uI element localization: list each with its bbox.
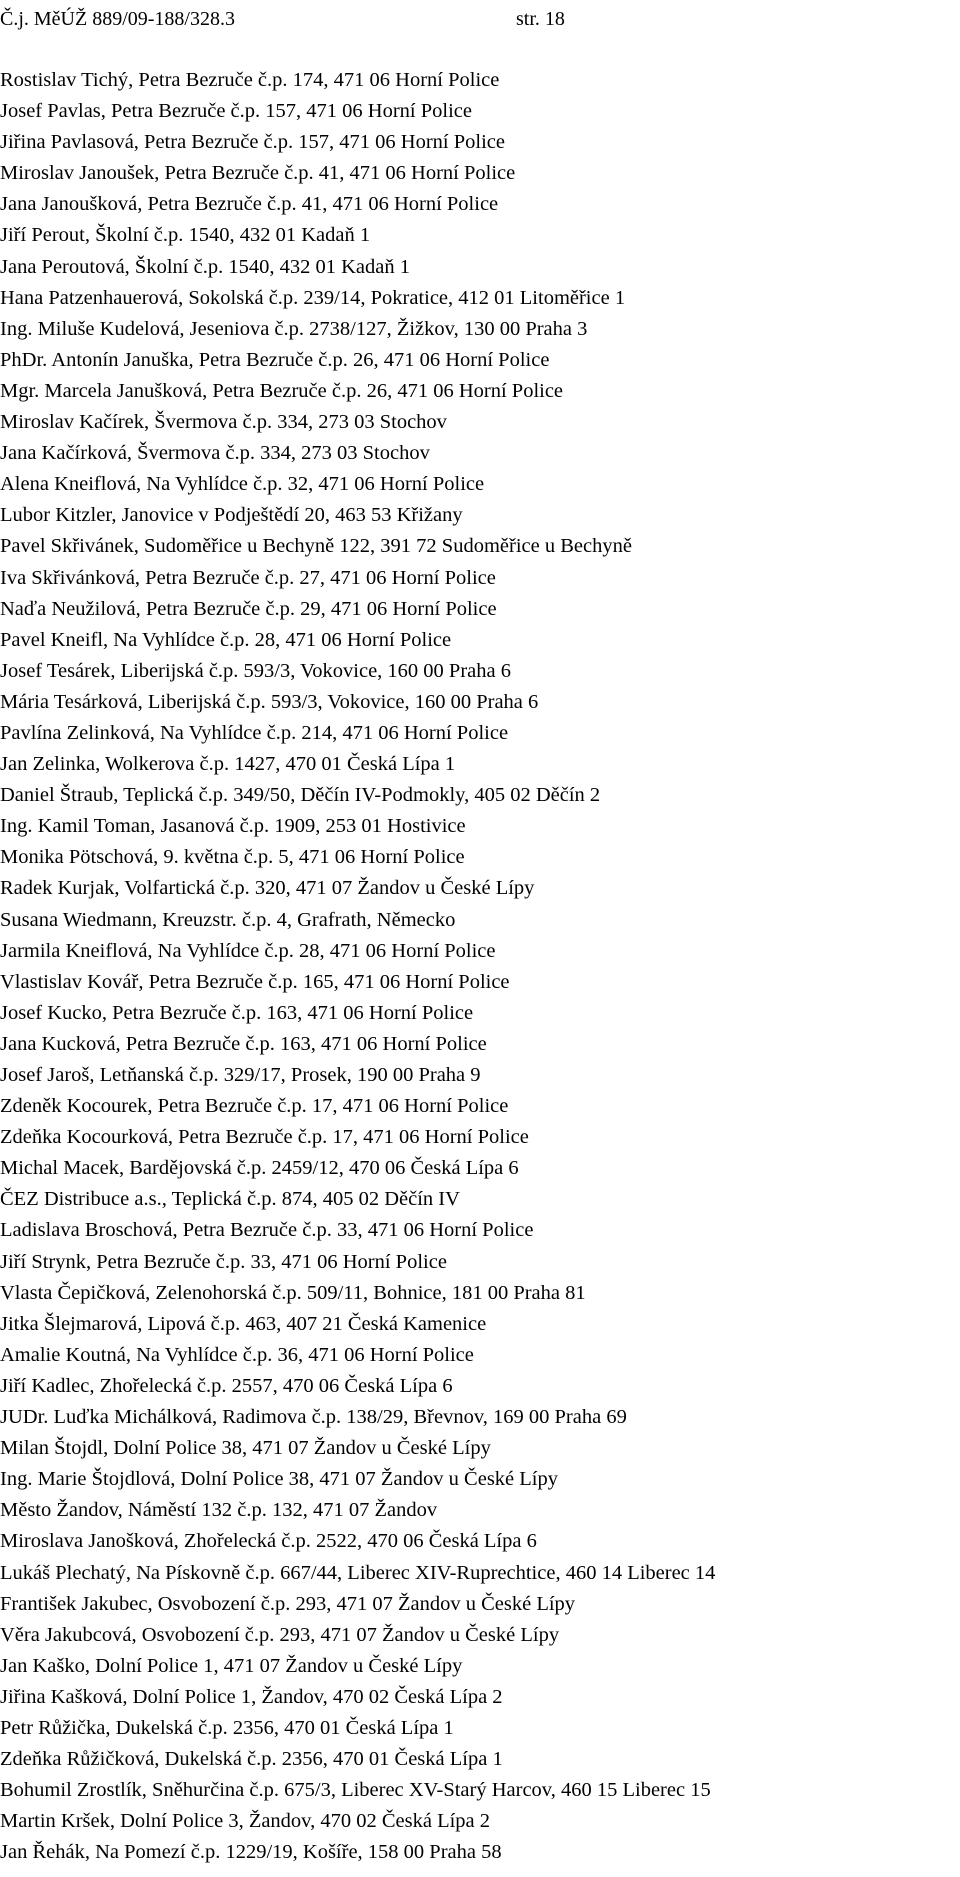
list-item: Miroslav Janoušek, Petra Bezruče č.p. 41, 471 06 Horní Police [0, 162, 516, 185]
list-item: Miroslav Kačírek, Švermova č.p. 334, 273 03 Stochov [0, 411, 447, 434]
list-item: Jan Řehák, Na Pomezí č.p. 1229/19, Košíře, 158 00 Praha 58 [0, 1841, 502, 1864]
list-item: Mgr. Marcela Janušková, Petra Bezruče č.p. 26, 471 06 Horní Police [0, 379, 564, 402]
list-item: ČEZ Distribuce a.s., Teplická č.p. 874, 405 02 Děčín IV [0, 1188, 460, 1211]
list-item: Zdeňka Růžičková, Dukelská č.p. 2356, 470 01 Česká Lípa 1 [0, 1748, 503, 1771]
list-item: Petr Růžička, Dukelská č.p. 2356, 470 01 Česká Lípa 1 [0, 1716, 454, 1739]
list-item: Milan Štojdl, Dolní Police 38, 471 07 Žandov u České Lípy [0, 1437, 491, 1460]
list-item: Mária Tesárková, Liberijská č.p. 593/3, Vokovice, 160 00 Praha 6 [0, 690, 539, 713]
list-item: Pavlína Zelinková, Na Vyhlídce č.p. 214, 471 06 Horní Police [0, 721, 509, 744]
list-item: Jana Peroutová, Školní č.p. 1540, 432 01 Kadaň 1 [0, 255, 410, 278]
list-item: Jan Zelinka, Wolkerova č.p. 1427, 470 01 Česká Lípa 1 [0, 753, 456, 776]
list-item: JUDr. Luďka Michálková, Radimova č.p. 138/29, Břevnov, 169 00 Praha 69 [0, 1406, 627, 1429]
list-item: Vlastislav Kovář, Petra Bezruče č.p. 165, 471 06 Horní Police [0, 970, 510, 993]
list-item: Ing. Miluše Kudelová, Jeseniova č.p. 2738/127, Žižkov, 130 00 Praha 3 [0, 317, 588, 340]
list-item: Ing. Marie Štojdlová, Dolní Police 38, 471 07 Žandov u České Lípy [0, 1468, 558, 1491]
list-item: Věra Jakubcová, Osvobození č.p. 293, 471 07 Žandov u České Lípy [0, 1623, 560, 1646]
page-number: str. 18 [516, 8, 565, 30]
page-header [0, 4, 960, 34]
list-item: Jana Kucková, Petra Bezruče č.p. 163, 471 06 Horní Police [0, 1032, 487, 1055]
list-item: Jiří Kadlec, Zhořelecká č.p. 2557, 470 06 Česká Lípa 6 [0, 1374, 453, 1397]
list-item: PhDr. Antonín Januška, Petra Bezruče č.p. 26, 471 06 Horní Police [0, 348, 550, 371]
list-item: Jiřina Pavlasová, Petra Bezruče č.p. 157, 471 06 Horní Police [0, 131, 505, 154]
list-item: Josef Jaroš, Letňanská č.p. 329/17, Prosek, 190 00 Praha 9 [0, 1064, 481, 1086]
list-item: Jiří Perout, Školní č.p. 1540, 432 01 Kadaň 1 [0, 224, 371, 247]
list-item: František Jakubec, Osvobození č.p. 293, 471 07 Žandov u České Lípy [0, 1592, 576, 1615]
list-item: Město Žandov, Náměstí 132 č.p. 132, 471 07 Žandov [0, 1499, 438, 1522]
list-item: Pavel Skřivánek, Sudoměřice u Bechyně 122, 391 72 Sudoměřice u Bechyně [0, 535, 632, 558]
list-item: Daniel Štraub, Teplická č.p. 349/50, Děčín IV-Podmokly, 405 02 Děčín 2 [0, 784, 601, 807]
list-item: Miroslava Janošková, Zhořelecká č.p. 2522, 470 06 Česká Lípa 6 [0, 1530, 537, 1553]
list-item: Martin Kršek, Dolní Police 3, Žandov, 470 02 Česká Lípa 2 [0, 1810, 491, 1833]
list-item: Hana Patzenhauerová, Sokolská č.p. 239/14, Pokratice, 412 01 Litoměřice 1 [0, 286, 626, 309]
list-item: Radek Kurjak, Volfartická č.p. 320, 471 07 Žandov u České Lípy [0, 877, 535, 900]
list-item: Josef Pavlas, Petra Bezruče č.p. 157, 471 06 Horní Police [0, 100, 472, 123]
list-item: Michal Macek, Bardějovská č.p. 2459/12, 470 06 Česká Lípa 6 [0, 1157, 519, 1180]
list-item: Monika Pötschová, 9. května č.p. 5, 471 06 Horní Police [0, 846, 465, 869]
document-reference: Č.j. MěÚŽ 889/09-188/328.3 [0, 8, 235, 30]
list-item: Zdeněk Kocourek, Petra Bezruče č.p. 17, 471 06 Horní Police [0, 1095, 509, 1118]
list-item: Susana Wiedmann, Kreuzstr. č.p. 4, Grafrath, Německo [0, 908, 456, 931]
list-item: Rostislav Tichý, Petra Bezruče č.p. 174, 471 06 Horní Police [0, 69, 500, 91]
list-item: Josef Kucko, Petra Bezruče č.p. 163, 471 06 Horní Police [0, 1001, 474, 1024]
list-item: Lubor Kitzler, Janovice v Podještědí 20, 463 53 Křižany [0, 504, 463, 527]
list-item: Jiřina Kašková, Dolní Police 1, Žandov, 470 02 Česká Lípa 2 [0, 1685, 503, 1708]
list-item: Alena Kneiflová, Na Vyhlídce č.p. 32, 471 06 Horní Police [0, 473, 485, 496]
list-item: Naďa Neužilová, Petra Bezruče č.p. 29, 471 06 Horní Police [0, 597, 497, 620]
list-item: Jiří Strynk, Petra Bezruče č.p. 33, 471 06 Horní Police [0, 1250, 447, 1273]
list-item: Jana Janoušková, Petra Bezruče č.p. 41, 471 06 Horní Police [0, 193, 499, 216]
list-item: Jana Kačírková, Švermova č.p. 334, 273 03 Stochov [0, 442, 430, 465]
list-item: Jitka Šlejmarová, Lipová č.p. 463, 407 21 Česká Kamenice [0, 1312, 487, 1335]
list-item: Josef Tesárek, Liberijská č.p. 593/3, Vokovice, 160 00 Praha 6 [0, 659, 511, 682]
list-item: Pavel Kneifl, Na Vyhlídce č.p. 28, 471 06 Horní Police [0, 628, 452, 651]
list-item: Bohumil Zrostlík, Sněhurčina č.p. 675/3, Liberec XV-Starý Harcov, 460 15 Liberec 15 [0, 1779, 711, 1802]
list-item: Ladislava Broschová, Petra Bezruče č.p. 33, 471 06 Horní Police [0, 1219, 534, 1242]
list-item: Jan Kaško, Dolní Police 1, 471 07 Žandov u České Lípy [0, 1654, 463, 1677]
list-item: Lukáš Plechatý, Na Pískovně č.p. 667/44, Liberec XIV-Ruprechtice, 460 14 Liberec 14 [0, 1561, 716, 1584]
list-item: Ing. Kamil Toman, Jasanová č.p. 1909, 253 01 Hostivice [0, 815, 466, 838]
list-item: Amalie Koutná, Na Vyhlídce č.p. 36, 471 06 Horní Police [0, 1343, 474, 1366]
recipient-list [0, 65, 960, 1868]
list-item: Zdeňka Kocourková, Petra Bezruče č.p. 17, 471 06 Horní Police [0, 1126, 529, 1149]
list-item: Jarmila Kneiflová, Na Vyhlídce č.p. 28, 471 06 Horní Police [0, 939, 496, 962]
list-item: Iva Skřivánková, Petra Bezruče č.p. 27, 471 06 Horní Police [0, 566, 496, 589]
list-item: Vlasta Čepičková, Zelenohorská č.p. 509/11, Bohnice, 181 00 Praha 81 [0, 1281, 586, 1304]
